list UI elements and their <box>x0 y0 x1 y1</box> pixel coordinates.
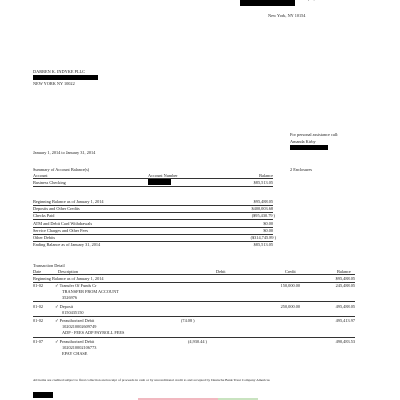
tx-date: 01-02 <box>33 318 44 323</box>
tx-date: 01-07 <box>33 339 44 344</box>
tx-description: ✓ Preauthorized Debit <box>55 339 95 344</box>
tx-sub2: ADP - FEES ADP PAYROLL FEES <box>62 330 125 335</box>
summary-line-label: Ending Balance as of January 31, 2014 <box>33 242 101 247</box>
tx-description: ✓ Deposit <box>55 304 74 309</box>
tx-sub1: 1020210002609749 <box>62 324 97 329</box>
tx-header-date: Date <box>33 269 42 274</box>
statement-period: January 1, 2014 to January 31, 2014 <box>33 150 96 155</box>
redacted-account-number <box>148 179 171 185</box>
tx-balance: 245,488.05 <box>335 283 355 288</box>
summary-header-number: Account Number <box>148 173 178 178</box>
tx-credit: 150,000.00 <box>280 283 300 288</box>
footer-note: All items are credited subject to final collection and receipt of proceeds in cash or by unconditional credit to and accepted by Deutsche Bank Trust Company Americas <box>33 378 270 382</box>
summary-line-label: Deposits and Other Credits <box>33 206 80 211</box>
summary-account-balance: $85,513.05 <box>253 180 273 185</box>
bank-header-line2: New York, NY 10154 <box>268 13 306 18</box>
summary-header-account: Account <box>33 173 48 178</box>
tx-row-rule <box>33 316 355 317</box>
recipient-city: NEW YORK NY 10022 <box>33 81 75 86</box>
tx-credit: 250,000.00 <box>280 304 300 309</box>
tx-sub1: 0150435150 <box>62 310 84 315</box>
tx-header-description: Description <box>58 269 79 274</box>
summary-line-value: $85,513.05 <box>253 242 273 247</box>
redacted-block-footer <box>33 392 53 398</box>
tx-description: ✓ Preauthorized Debit <box>55 318 95 323</box>
recipient-name: DARREN K. INDYKE PLLC <box>33 69 86 74</box>
tx-balance: 490,483.53 <box>335 339 355 344</box>
bank-header-line1 <box>268 0 331 2</box>
summary-line-rule <box>33 219 273 220</box>
tx-date: 01-02 <box>33 304 44 309</box>
tx-debit: (4,930.44 ) <box>188 339 207 344</box>
tx-header-debit: Debit <box>216 269 226 274</box>
summary-line-label: Checks Paid <box>33 213 55 218</box>
tx-debit: (74.08 ) <box>181 318 195 323</box>
redacted-block-address <box>33 75 98 80</box>
tx-description: ✓ Transfer Of Funds Cr <box>55 283 97 288</box>
tx-sub2: EPAY CHASE <box>62 351 88 356</box>
enclosures: 2 Enclosures <box>290 167 313 172</box>
tx-beginning-balance: $95,488.05 <box>335 276 355 281</box>
summary-line-label: ATM and Debit Card Withdrawals <box>33 221 93 226</box>
summary-line-label: Service Charges and Other Fees <box>33 228 89 233</box>
tx-sub1: TRANSFER FROM ACCOUNT <box>62 289 119 294</box>
assistance-contact: Amanda Kirby <box>290 139 316 144</box>
tx-balance: 495,413.97 <box>335 318 355 323</box>
tx-balance: 495,488.05 <box>335 304 355 309</box>
tx-beginning-label: Beginning Balance as of January 1, 2014 <box>33 276 104 281</box>
tx-sub1: 1020210002106773 <box>62 345 97 350</box>
tx-header-balance: Balance <box>337 269 351 274</box>
redacted-block-phone <box>290 145 328 150</box>
tx-sub2: 3526976 <box>62 295 78 300</box>
summary-line-value: $0.00 <box>263 221 273 226</box>
summary-line-value: ($314,745.89 ) <box>250 235 276 240</box>
tx-header-credit: Credit <box>285 269 296 274</box>
summary-line-value: ($95,430.79 ) <box>251 213 275 218</box>
summary-title: Summary of Account Balance(s) <box>33 167 90 172</box>
summary-line-value: $0.00 <box>263 228 273 233</box>
tx-header-rule <box>33 274 355 275</box>
summary-line-value: $95,488.05 <box>253 199 273 204</box>
transactions-title: Transaction Detail <box>33 263 65 268</box>
assistance-label: For personal assistance call: <box>290 132 339 137</box>
tx-row-rule <box>33 337 355 338</box>
tx-row-rule <box>33 301 355 302</box>
summary-line-label: Beginning Balance as of January 1, 2014 <box>33 199 104 204</box>
summary-line-value: $400,003.68 <box>251 206 273 211</box>
summary-account-rule <box>33 186 273 187</box>
tx-date: 01-02 <box>33 283 44 288</box>
summary-account-name: Business Checking <box>33 180 66 185</box>
summary-line-label: Other Debits <box>33 235 56 240</box>
summary-header-balance: Balance <box>259 173 273 178</box>
